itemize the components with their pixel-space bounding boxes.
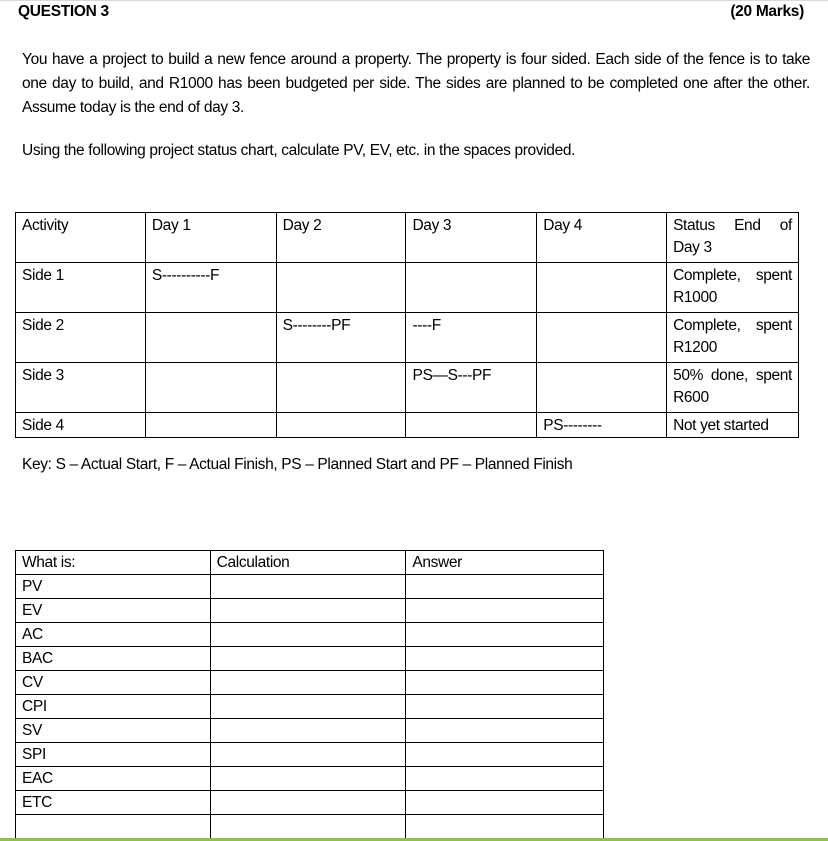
calc-metric: BAC <box>16 647 211 671</box>
calc-row <box>16 743 604 767</box>
header-status-line1: Status End of <box>673 217 792 234</box>
calc-row <box>16 623 604 647</box>
row-status <box>667 363 799 413</box>
row-day4 <box>537 263 667 313</box>
calc-calculation-cell[interactable] <box>210 671 406 695</box>
row-day2 <box>276 263 406 313</box>
calc-calculation-cell[interactable] <box>210 623 406 647</box>
chart-key: Key: S – Actual Start, F – Actual Finish, PS – Planned Start and PF – Planned Finish <box>22 456 573 473</box>
question-instruction: Using the following project status chart, calculate PV, EV, etc. in the spaces provided. <box>22 142 576 159</box>
row-day2 <box>276 413 406 438</box>
calc-row <box>16 575 604 599</box>
calc-row <box>16 599 604 623</box>
row-activity: Side 3 <box>16 363 146 413</box>
calc-answer-cell[interactable] <box>406 575 604 599</box>
calc-row <box>16 791 604 815</box>
row-day2: S--------PF <box>276 313 406 363</box>
status-chart-row <box>16 363 799 413</box>
row-day1 <box>145 363 276 413</box>
header-status-line2: Day 3 <box>673 239 712 256</box>
row-day1 <box>145 313 276 363</box>
row-status-line1: Complete, spent <box>673 317 792 334</box>
status-chart-row <box>16 413 799 438</box>
row-status-line1: 50% done, spent <box>673 367 792 384</box>
header-day1: Day 1 <box>145 213 276 263</box>
status-chart-header-row <box>16 213 799 263</box>
calc-metric[interactable] <box>16 815 211 839</box>
calc-calculation-cell[interactable] <box>210 575 406 599</box>
calc-answer-cell[interactable] <box>406 767 604 791</box>
row-day2 <box>276 363 406 413</box>
calc-calculation-cell[interactable] <box>210 767 406 791</box>
question-title: QUESTION 3 <box>18 3 109 20</box>
header-day3: Day 3 <box>406 213 537 263</box>
calc-answer-cell[interactable] <box>406 815 604 839</box>
header-answer: Answer <box>406 551 604 575</box>
row-day4 <box>537 313 667 363</box>
calc-calculation-cell[interactable] <box>210 695 406 719</box>
row-day3: PS—S---PF <box>406 363 537 413</box>
calc-row-blank <box>16 815 604 839</box>
calc-metric: CPI <box>16 695 211 719</box>
calc-header-row <box>16 551 604 575</box>
header-status <box>667 213 799 263</box>
header-day4: Day 4 <box>537 213 667 263</box>
row-status-line1: Not yet started <box>673 417 769 434</box>
calc-answer-cell[interactable] <box>406 719 604 743</box>
row-activity: Side 1 <box>16 263 146 313</box>
question-marks: (20 Marks) <box>730 3 804 20</box>
calc-calculation-cell[interactable] <box>210 599 406 623</box>
calculation-table <box>15 550 604 839</box>
calc-answer-cell[interactable] <box>406 743 604 767</box>
top-rule <box>0 0 828 1</box>
row-activity: Side 4 <box>16 413 146 438</box>
row-status <box>667 313 799 363</box>
calc-answer-cell[interactable] <box>406 647 604 671</box>
header-activity: Activity <box>16 213 146 263</box>
calc-answer-cell[interactable] <box>406 671 604 695</box>
header-day2: Day 2 <box>276 213 406 263</box>
row-day1 <box>145 413 276 438</box>
calc-calculation-cell[interactable] <box>210 647 406 671</box>
calc-metric: EV <box>16 599 211 623</box>
calc-row <box>16 695 604 719</box>
calc-answer-cell[interactable] <box>406 695 604 719</box>
row-status <box>667 413 799 438</box>
status-chart-row <box>16 263 799 313</box>
calc-metric: ETC <box>16 791 211 815</box>
project-status-chart <box>15 212 799 438</box>
status-chart-row <box>16 313 799 363</box>
calc-row <box>16 719 604 743</box>
row-activity: Side 2 <box>16 313 146 363</box>
row-status-line2: R600 <box>673 389 709 406</box>
row-day3 <box>406 263 537 313</box>
calc-calculation-cell[interactable] <box>210 791 406 815</box>
calc-metric: SV <box>16 719 211 743</box>
row-status-line1: Complete, spent <box>673 267 792 284</box>
header-what-is: What is: <box>16 551 211 575</box>
row-day3 <box>406 413 537 438</box>
calc-answer-cell[interactable] <box>406 791 604 815</box>
question-intro: You have a project to build a new fence around a property. The property is four sided. Each side of the fence is to take one day to build, and R1000 has been budgeted per side. The sides are planned to be completed one after the other. Assume today is the end of day 3. <box>22 51 810 116</box>
calc-metric: SPI <box>16 743 211 767</box>
row-status-line2: R1200 <box>673 339 717 356</box>
calc-row <box>16 647 604 671</box>
row-day1: S----------F <box>145 263 276 313</box>
row-day3: ----F <box>406 313 537 363</box>
calc-calculation-cell[interactable] <box>210 743 406 767</box>
calc-metric: AC <box>16 623 211 647</box>
calc-metric: EAC <box>16 767 211 791</box>
calc-calculation-cell[interactable] <box>210 719 406 743</box>
row-status-line2: R1000 <box>673 289 717 306</box>
calc-row <box>16 767 604 791</box>
calc-metric: PV <box>16 575 211 599</box>
header-calculation: Calculation <box>210 551 406 575</box>
row-day4 <box>537 363 667 413</box>
calc-row <box>16 671 604 695</box>
row-status <box>667 263 799 313</box>
calc-metric: CV <box>16 671 211 695</box>
calc-calculation-cell[interactable] <box>210 815 406 839</box>
row-day4: PS-------- <box>537 413 667 438</box>
calc-answer-cell[interactable] <box>406 599 604 623</box>
calc-answer-cell[interactable] <box>406 623 604 647</box>
